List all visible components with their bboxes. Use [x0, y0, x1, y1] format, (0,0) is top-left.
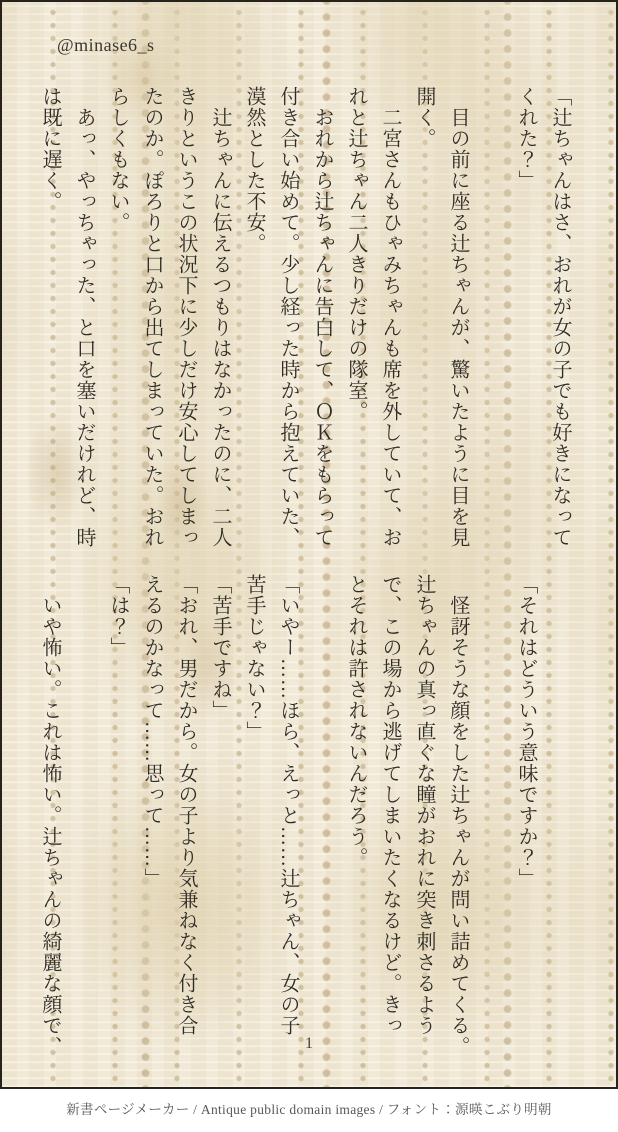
text-column	[475, 86, 509, 570]
text-column: 怪訝そうな顔をした辻ちゃんが問い詰めてくる。	[447, 595, 469, 1057]
text-column: 開く。	[413, 86, 435, 149]
lower-text-block	[33, 574, 577, 1066]
text-column: れと辻ちゃん二人きりだけの隊室。	[345, 86, 367, 422]
text-column: は既に遅く。	[39, 86, 61, 212]
upper-text-block	[33, 86, 577, 570]
text-column: 二宮さんもひゃみちゃんも席を外していて、お	[379, 107, 401, 548]
text-column: で、この場から逃げてしまいたくなるけど。きっ	[379, 574, 401, 1036]
text-column: 「は？」	[107, 574, 129, 658]
text-column: 付き合い始めて。少し経った時から抱えていた、	[277, 86, 299, 548]
text-column: 漠然とした不安。	[243, 86, 265, 254]
text-column: 「おれ、男だから。女の子より気兼ねなく付き合	[175, 574, 197, 1036]
text-column: 苦手じゃない？」	[243, 574, 265, 742]
text-column: 「いやー……ほら、えっと……辻ちゃん、女の子	[277, 574, 299, 1036]
text-column: 辻ちゃんの真っ直ぐな瞳がおれに突き刺さるよう	[413, 574, 435, 1036]
text-column: おれから辻ちゃんに告白して、ＯＫをもらって	[311, 107, 333, 548]
text-column	[305, 574, 339, 1066]
text-column: あっ、やっちゃった、と口を塞いだけれど、時	[73, 107, 95, 548]
text-column: 辻ちゃんに伝えるつもりはなかったのに、二人	[209, 107, 231, 548]
text-column: 目の前に座る辻ちゃんが、驚いたように目を見	[447, 107, 469, 548]
text-column: えるのかなって……思って……」	[141, 574, 163, 889]
text-column: 「辻ちゃんはさ、おれが女の子でも好きになって	[549, 86, 571, 548]
credit-handle: @minase6_s	[57, 35, 155, 55]
text-column: らしくもない。	[107, 86, 129, 233]
text-column	[67, 574, 101, 1066]
text-column	[475, 574, 509, 1066]
page-number: 1	[305, 1035, 313, 1052]
text-column: たのか。ぽろりと口から出てしまっていた。おれ	[141, 86, 163, 548]
text-column: 「苦手ですね」	[209, 574, 231, 721]
text-column: とそれは許されないんだろう。	[345, 574, 367, 868]
text-column: きりというこの状況下に少しだけ安心してしまっ	[175, 86, 197, 548]
footer-caption: 新書ページメーカー / Antique public domain images / フォント：源暎こぶり明朝	[66, 1102, 552, 1117]
text-column	[543, 574, 577, 1066]
text-column: くれた？」	[515, 86, 537, 191]
text-column: 「それはどういう意味ですか？」	[515, 574, 537, 889]
text-column: いや怖い。これは怖い。辻ちゃんの綺麗な顔で、	[39, 595, 61, 1057]
